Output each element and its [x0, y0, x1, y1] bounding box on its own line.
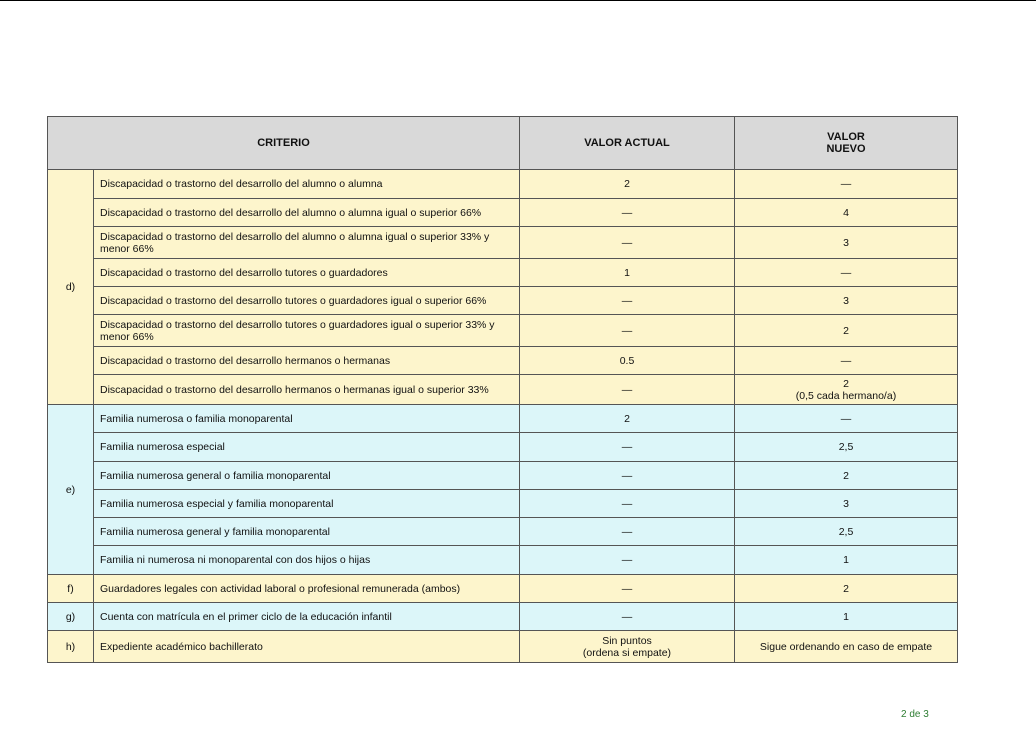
valor-nuevo-text: 2,5 — [838, 441, 854, 453]
criterio-cell: Familia numerosa general y familia monoparental — [94, 518, 520, 546]
criterio-cell: Discapacidad o trastorno del desarrollo del alumno o alumna — [94, 170, 520, 199]
valor-actual-text: — — [621, 383, 633, 396]
header-row — [48, 117, 958, 170]
table-row — [48, 433, 958, 462]
valor-actual-cell — [520, 631, 735, 663]
valor-nuevo-text: — — [840, 266, 852, 279]
valor-actual-text: — — [621, 441, 633, 453]
group-label: g) — [48, 603, 94, 631]
valor-actual-cell — [520, 287, 735, 315]
header-valor-actual: VALOR ACTUAL — [520, 117, 735, 170]
valor-nuevo-text: 1 — [843, 610, 849, 623]
header-valor-nuevo-line2: NUEVO — [826, 143, 866, 155]
table-body — [48, 170, 958, 663]
valor-nuevo-cell — [735, 199, 958, 227]
table-row — [48, 315, 958, 347]
valor-nuevo-text: 2 — [843, 469, 849, 482]
valor-nuevo-cell — [735, 603, 958, 631]
criterio-cell: Discapacidad o trastorno del desarrollo hermanos o hermanas igual o superior 33% — [94, 375, 520, 405]
valor-actual-text: — — [621, 525, 633, 538]
table-row — [48, 631, 958, 663]
table-row — [48, 603, 958, 631]
valor-actual-cell — [520, 199, 735, 227]
valor-nuevo-text: 3 — [843, 236, 849, 249]
valor-nuevo-text: 2 — [843, 324, 849, 337]
valor-actual-cell — [520, 546, 735, 575]
valor-actual-cell — [520, 347, 735, 375]
valor-actual-cell — [520, 170, 735, 199]
valor-nuevo-note: (0,5 cada hermano/a) — [795, 389, 897, 402]
valor-actual-text: — — [621, 554, 633, 566]
table-row — [48, 347, 958, 375]
valor-nuevo-cell — [735, 575, 958, 603]
criterio-cell: Familia ni numerosa ni monoparental con dos hijos o hijas — [94, 546, 520, 575]
valor-nuevo-text: 3 — [843, 497, 849, 510]
valor-nuevo-text: 2 — [843, 377, 849, 390]
criterio-cell: Discapacidad o trastorno del desarrollo tutores o guardadores — [94, 259, 520, 287]
criterio-cell: Discapacidad o trastorno del desarrollo tutores o guardadores igual o superior 33% y menor 66% — [94, 315, 520, 347]
valor-actual-cell — [520, 462, 735, 490]
criterio-cell: Discapacidad o trastorno del desarrollo tutores o guardadores igual o superior 66% — [94, 287, 520, 315]
valor-nuevo-text: Sigue ordenando en caso de empate — [759, 640, 933, 653]
valor-actual-text: 0.5 — [619, 354, 635, 367]
valor-nuevo-cell — [735, 405, 958, 433]
valor-actual-cell — [520, 518, 735, 546]
group-label: d) — [48, 170, 94, 405]
valor-actual-text: — — [621, 324, 633, 337]
valor-actual-text: — — [621, 236, 633, 249]
valor-nuevo-text: 2 — [843, 582, 849, 595]
table-row — [48, 170, 958, 199]
criterio-cell: Expediente académico bachillerato — [94, 631, 520, 663]
group-label: f) — [48, 575, 94, 603]
valor-actual-text: — — [621, 469, 633, 482]
table-row — [48, 546, 958, 575]
valor-actual-text: — — [621, 294, 633, 307]
table-row — [48, 375, 958, 405]
valor-actual-text: — — [621, 497, 633, 510]
valor-nuevo-text: 4 — [843, 206, 849, 219]
criteria-table — [47, 116, 958, 663]
criterio-cell: Discapacidad o trastorno del desarrollo hermanos o hermanas — [94, 347, 520, 375]
table-row — [48, 227, 958, 259]
valor-actual-cell — [520, 433, 735, 462]
valor-actual-cell — [520, 575, 735, 603]
valor-nuevo-text: 3 — [843, 294, 849, 307]
valor-actual-cell — [520, 227, 735, 259]
valor-nuevo-text: — — [840, 354, 852, 367]
valor-nuevo-cell — [735, 259, 958, 287]
valor-nuevo-text: 1 — [843, 554, 849, 566]
criterio-cell: Discapacidad o trastorno del desarrollo del alumno o alumna igual o superior 66% — [94, 199, 520, 227]
valor-actual-cell — [520, 603, 735, 631]
table-row — [48, 490, 958, 518]
valor-actual-text: — — [621, 610, 633, 623]
valor-actual-cell — [520, 315, 735, 347]
table-row — [48, 259, 958, 287]
valor-actual-cell — [520, 490, 735, 518]
valor-actual-cell — [520, 259, 735, 287]
criterio-cell: Guardadores legales con actividad laboral o profesional remunerada (ambos) — [94, 575, 520, 603]
valor-nuevo-cell — [735, 433, 958, 462]
valor-actual-text: 1 — [624, 266, 630, 279]
valor-nuevo-cell — [735, 462, 958, 490]
table-row — [48, 287, 958, 315]
header-valor-nuevo-line1: VALOR — [827, 131, 865, 143]
group-label: e) — [48, 405, 94, 575]
criterio-cell: Cuenta con matrícula en el primer ciclo de la educación infantil — [94, 603, 520, 631]
valor-actual-cell — [520, 375, 735, 405]
criterio-cell: Familia numerosa especial — [94, 433, 520, 462]
valor-actual-text: 2 — [624, 412, 630, 425]
valor-nuevo-cell — [735, 227, 958, 259]
valor-nuevo-cell — [735, 315, 958, 347]
valor-nuevo-cell — [735, 518, 958, 546]
table-row — [48, 462, 958, 490]
valor-nuevo-cell — [735, 490, 958, 518]
valor-nuevo-text: — — [840, 412, 852, 425]
valor-nuevo-cell — [735, 287, 958, 315]
top-rule — [0, 0, 1036, 1]
valor-nuevo-cell — [735, 631, 958, 663]
valor-actual-text: — — [621, 206, 633, 219]
valor-actual-text: Sin puntos — [602, 634, 652, 647]
valor-nuevo-cell — [735, 170, 958, 199]
criterio-cell: Familia numerosa especial y familia monoparental — [94, 490, 520, 518]
valor-nuevo-cell — [735, 347, 958, 375]
header-criterio: CRITERIO — [48, 117, 520, 170]
table-row — [48, 575, 958, 603]
valor-nuevo-cell — [735, 375, 958, 405]
header-valor-nuevo — [735, 117, 958, 170]
table-row — [48, 518, 958, 546]
valor-actual-note: (ordena si empate) — [582, 646, 672, 659]
page-number: 2 de 3 — [901, 709, 929, 720]
valor-actual-cell — [520, 405, 735, 433]
valor-nuevo-text: 2,5 — [838, 525, 854, 538]
table-row — [48, 199, 958, 227]
criterio-cell: Familia numerosa o familia monoparental — [94, 405, 520, 433]
valor-nuevo-cell — [735, 546, 958, 575]
table-row — [48, 405, 958, 433]
valor-actual-text: — — [621, 582, 633, 595]
valor-actual-text: 2 — [624, 178, 630, 190]
valor-nuevo-text: — — [840, 178, 852, 190]
criterio-cell: Familia numerosa general o familia monoparental — [94, 462, 520, 490]
group-label: h) — [48, 631, 94, 663]
criterio-cell: Discapacidad o trastorno del desarrollo del alumno o alumna igual o superior 33% y menor 66% — [94, 227, 520, 259]
